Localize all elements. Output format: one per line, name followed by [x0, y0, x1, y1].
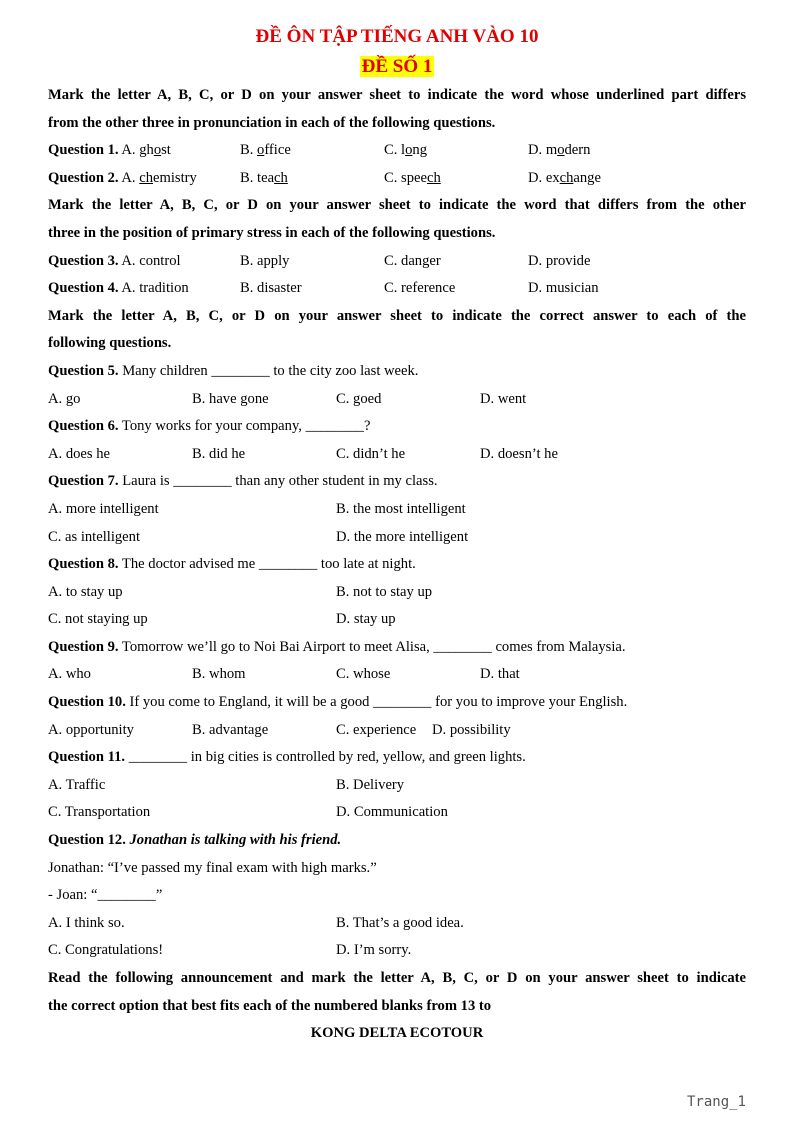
question-10-option-d: D. possibility — [432, 721, 511, 738]
question-2-option-b: B. teach — [240, 169, 288, 186]
question-11-options-ab — [48, 772, 746, 800]
question-8-options-ab — [48, 579, 746, 607]
question-6-option-b: B. did he — [192, 445, 246, 462]
question-4: Question 4. A. tradition B. disaster C. reference D. musician — [48, 275, 746, 303]
instruction-reading-cont: the correct option that best fits each of the numbered blanks from 13 to — [48, 997, 492, 1014]
question-7-options-ab — [48, 496, 746, 524]
question-8-option-a: A. to stay up — [48, 583, 123, 600]
question-10-options — [48, 717, 746, 745]
question-11-option-a: A. Traffic — [48, 776, 106, 793]
question-6-option-d: D. doesn’t he — [480, 445, 558, 462]
instruction-pronunciation: Mark the letter A, B, C, or D on your answer sheet to indicate the word whose underlined part differs — [48, 87, 746, 103]
question-12-dialogue-1: Jonathan: “I’ve passed my final exam with high marks.” — [48, 859, 377, 876]
question-11-option-d: D. Communication — [336, 804, 448, 821]
instruction-correct-answer-cont: following questions. — [48, 335, 172, 352]
question-2 — [48, 165, 746, 193]
question-3: Question 3. A. control B. apply C. danger D. provide — [48, 248, 746, 276]
question-12-options-cd — [48, 937, 746, 965]
question-5-option-b: B. have gone — [192, 390, 269, 407]
question-8-option-c: C. not staying up — [48, 611, 148, 628]
question-2-option-a: Question 2. A. chemistry — [48, 169, 197, 186]
question-12-dialogue-2: - Joan: “________” — [48, 887, 163, 904]
question-7-option-d: D. the more intelligent — [336, 528, 469, 545]
question-12-option-d: D. I’m sorry. — [336, 942, 412, 959]
question-3-option-c: C. danger — [384, 252, 441, 269]
question-11-options-cd — [48, 799, 746, 827]
page-title: ĐỀ ÔN TẬP TIẾNG ANH VÀO 10 — [255, 26, 539, 47]
question-9-option-a: A. who — [48, 666, 91, 683]
page-subtitle: ĐỀ SỐ 1 — [361, 56, 433, 77]
exam-page — [48, 22, 746, 1048]
question-9-option-c: C. whose — [336, 666, 391, 683]
question-2-option-c: C. speech — [384, 169, 441, 186]
question-6-options — [48, 441, 746, 469]
question-8-stem: Question 8. The doctor advised me ________ too late at night. — [48, 556, 416, 573]
page-number: Trang_1 — [686, 1094, 746, 1110]
question-6-stem: Question 6. Tony works for your company, ________? — [48, 418, 371, 435]
question-1-option-d: D. modern — [528, 142, 591, 159]
question-7-options-cd — [48, 524, 746, 552]
question-3-option-a: A. control — [118, 252, 181, 269]
question-8-option-d: D. stay up — [336, 611, 396, 628]
instruction-correct-answer: Mark the letter A, B, C, or D on your answer sheet to indicate the correct answer to each of the — [48, 307, 746, 324]
question-5-option-c: C. goed — [336, 390, 382, 407]
question-4-option-b: B. disaster — [240, 280, 302, 297]
question-12-option-c: C. Congratulations! — [48, 942, 164, 959]
question-10-option-a: A. opportunity — [48, 721, 134, 738]
instruction-pronunciation-cont: from the other three in pronunciation in each of the following questions. — [48, 114, 496, 131]
question-6-option-a: A. does he — [48, 445, 111, 462]
question-10-option-b: B. advantage — [192, 721, 269, 738]
question-3-option-b: B. apply — [240, 252, 290, 269]
question-1-option-c: C. long — [384, 142, 427, 159]
question-9-options — [48, 661, 746, 689]
question-7-option-b: B. the most intelligent — [336, 500, 466, 517]
question-1-option-a: Question 1. A. ghost — [48, 142, 171, 159]
instruction-stress-cont: three in the position of primary stress in each of the following questions. — [48, 224, 496, 241]
question-10-stem: Question 10. If you come to England, it will be a good ________ for you to improve your English. — [48, 694, 628, 711]
question-11-option-c: C. Transportation — [48, 804, 151, 821]
question-11-option-b: B. Delivery — [336, 776, 405, 793]
question-5-options — [48, 386, 746, 414]
question-4-option-c: C. reference — [384, 280, 456, 297]
question-7-stem: Question 7. Laura is ________ than any other student in my class. — [48, 473, 438, 490]
question-5-stem: Question 5. Many children ________ to the city zoo last week. — [48, 362, 419, 379]
instruction-stress: Mark the letter A, B, C, or D on your answer sheet to indicate the word that differs from the other — [48, 197, 746, 214]
question-8-option-b: B. not to stay up — [336, 583, 433, 600]
question-1 — [48, 137, 746, 165]
question-9-option-b: B. whom — [192, 666, 246, 683]
question-2-option-d: D. exchange — [528, 169, 601, 186]
question-7-option-a: A. more intelligent — [48, 500, 159, 517]
question-12-stem: Question 12. Jonathan is talking with his friend. — [48, 832, 342, 849]
question-4-option-a: A. tradition — [118, 280, 189, 297]
question-1-option-b: B. office — [240, 142, 291, 159]
question-11-stem: Question 11. ________ in big cities is controlled by red, yellow, and green lights. — [48, 749, 526, 766]
question-5-option-a: A. go — [48, 390, 81, 407]
instruction-reading: Read the following announcement and mark the letter A, B, C, or D on your answer sheet to indicate — [48, 970, 746, 986]
question-9-stem: Question 9. Tomorrow we’ll go to Noi Bai Airport to meet Alisa, ________ comes from Malaysia. — [48, 638, 626, 655]
question-5-option-d: D. went — [480, 390, 527, 407]
question-6-option-c: C. didn’t he — [336, 445, 406, 462]
question-4-option-d: D. musician — [528, 280, 599, 297]
question-3-option-d: D. provide — [528, 252, 591, 269]
question-7-option-c: C. as intelligent — [48, 528, 141, 545]
question-12-option-a: A. I think so. — [48, 914, 125, 931]
question-9-option-d: D. that — [480, 666, 520, 683]
question-8-options-cd — [48, 606, 746, 634]
question-12-option-b: B. That’s a good idea. — [336, 914, 464, 931]
question-10-option-c: C. experience — [336, 721, 417, 738]
question-12-options-ab — [48, 910, 746, 938]
section-heading: KONG DELTA ECOTOUR — [310, 1025, 484, 1042]
